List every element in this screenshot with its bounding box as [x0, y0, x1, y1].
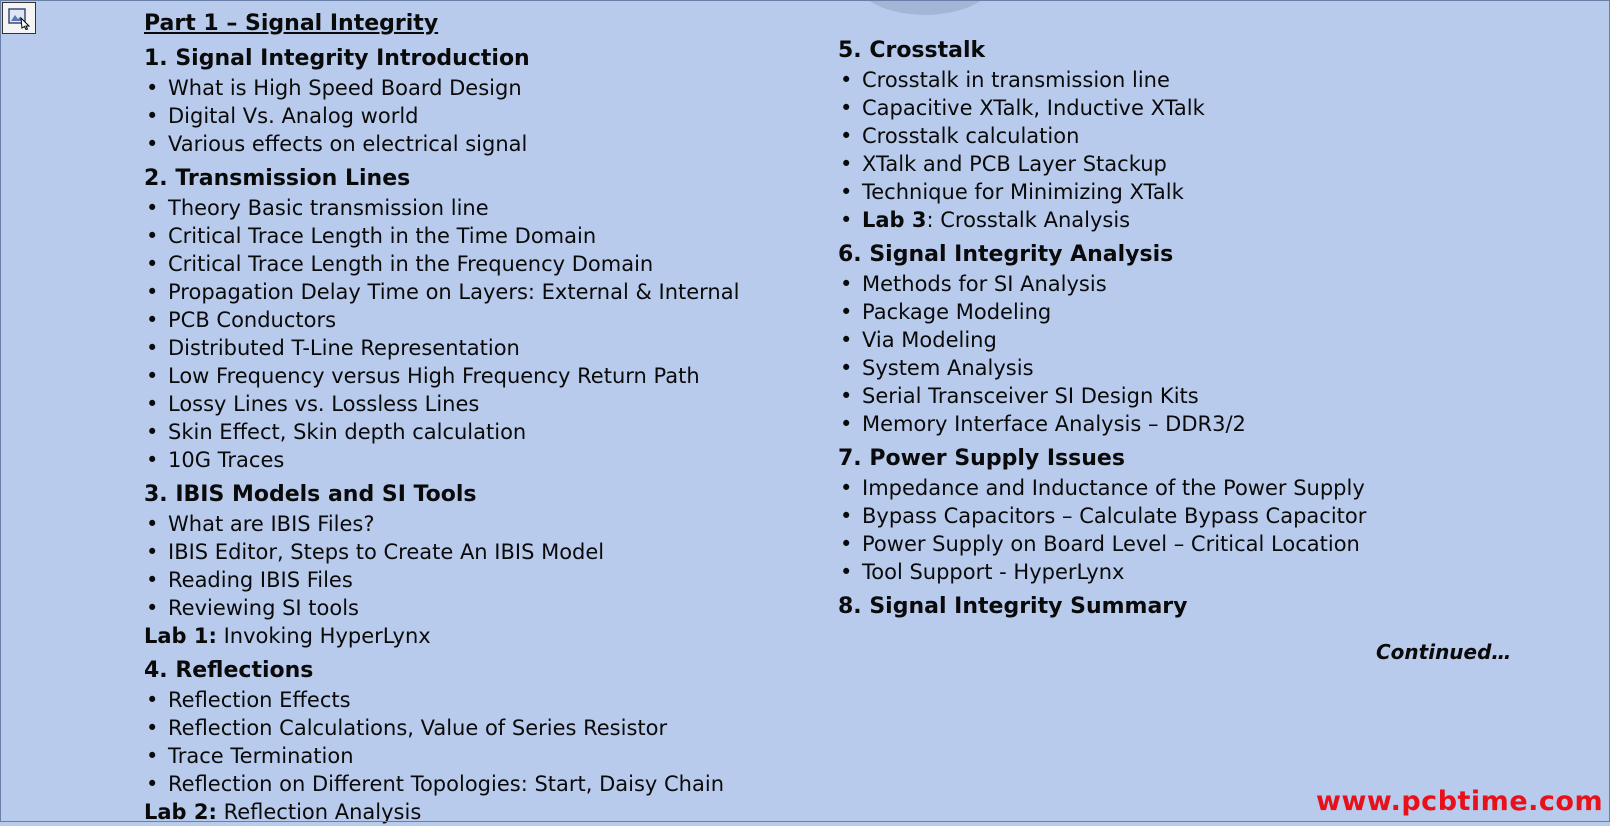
bullet-item: • Reflection Effects [144, 686, 784, 714]
bullet-item: • What are IBIS Files? [144, 510, 784, 538]
bullet-item: • Critical Trace Length in the Frequency Domain [144, 250, 784, 278]
section-heading: 5. Crosstalk [838, 38, 986, 63]
bullet-item: • 10G Traces [144, 446, 784, 474]
lab-line [144, 622, 784, 650]
bullet-item: • Skin Effect, Skin depth calculation [144, 418, 784, 446]
section-heading: 6. Signal Integrity Analysis [838, 242, 1174, 267]
bullet-item: • Reviewing SI tools [144, 594, 784, 622]
bullet-item: • IBIS Editor, Steps to Create An IBIS Model [144, 538, 784, 566]
bullet-item: • Technique for Minimizing XTalk [838, 178, 1538, 206]
bullet-item: • Capacitive XTalk, Inductive XTalk [838, 94, 1538, 122]
part-title: Part 1 – Signal Integrity [144, 11, 439, 36]
lab-text: : Crosstalk Analysis [926, 208, 1131, 232]
bullet-item: • Package Modeling [838, 298, 1538, 326]
bullet-item: • Theory Basic transmission line [144, 194, 784, 222]
bullet-item: • Reflection Calculations, Value of Series Resistor [144, 714, 784, 742]
section [838, 444, 1538, 586]
lab-text: Invoking HyperLynx [216, 624, 431, 648]
bullet-item: • Digital Vs. Analog world [144, 102, 784, 130]
bullet-item: • PCB Conductors [144, 306, 784, 334]
bullet-item: • Lossy Lines vs. Lossless Lines [144, 390, 784, 418]
section [144, 480, 784, 650]
bullet-item: • Propagation Delay Time on Layers: External & Internal [144, 278, 784, 306]
bullet-item: • Critical Trace Length in the Time Domain [144, 222, 784, 250]
bullet-item: • Tool Support - HyperLynx [838, 558, 1538, 586]
bullet-item: • Impedance and Inductance of the Power Supply [838, 474, 1538, 502]
section [838, 240, 1538, 438]
bullet-item: • Power Supply on Board Level – Critical Location [838, 530, 1538, 558]
lab-label: Lab 2: [144, 800, 217, 824]
bullet-item: • Reading IBIS Files [144, 566, 784, 594]
section-heading: 2. Transmission Lines [144, 166, 411, 191]
section-heading: 1. Signal Integrity Introduction [144, 46, 530, 71]
bullet-list [838, 474, 1538, 586]
section-heading: 4. Reflections [144, 658, 314, 683]
bullet-item: • Low Frequency versus High Frequency Return Path [144, 362, 784, 390]
website-url[interactable]: www.pcbtime.com [1316, 786, 1604, 817]
section-heading: 7. Power Supply Issues [838, 446, 1125, 471]
picture-tool-icon[interactable] [2, 2, 36, 34]
lab-label: Lab 1: [144, 624, 217, 648]
bullet-item: • XTalk and PCB Layer Stackup [838, 150, 1538, 178]
bullet-item: • Memory Interface Analysis – DDR3/2 [838, 410, 1538, 438]
bullet-item: • Crosstalk calculation [838, 122, 1538, 150]
bullet-item: • Distributed T-Line Representation [144, 334, 784, 362]
bullet-list [838, 270, 1538, 438]
section [838, 36, 1538, 234]
section-heading: 3. IBIS Models and SI Tools [144, 482, 477, 507]
right-column [838, 30, 1538, 622]
bullet-list [144, 194, 784, 474]
lab-text: Reflection Analysis [216, 800, 422, 824]
bullet-item: • Trace Termination [144, 742, 784, 770]
bullet-item: • What is High Speed Board Design [144, 74, 784, 102]
bullet-item: • Methods for SI Analysis [838, 270, 1538, 298]
bullet-item: • Reflection on Different Topologies: Start, Daisy Chain [144, 770, 784, 798]
continued-label: Continued… [1376, 640, 1512, 664]
section [144, 44, 784, 158]
decorative-arc [850, 0, 1000, 15]
section [144, 656, 784, 826]
left-column [144, 10, 784, 826]
lab-label: Lab 3 [862, 208, 927, 232]
right-sections [838, 36, 1538, 622]
bullet-list [144, 686, 784, 798]
bullet-item: • Bypass Capacitors – Calculate Bypass Capacitor [838, 502, 1538, 530]
left-sections [144, 44, 784, 826]
lab-bullet-item [838, 206, 1538, 234]
bullet-list [144, 510, 784, 622]
section-heading: 8. Signal Integrity Summary [838, 594, 1188, 619]
bullet-item: • Via Modeling [838, 326, 1538, 354]
bullet-item: • System Analysis [838, 354, 1538, 382]
bullet-item: • Various effects on electrical signal [144, 130, 784, 158]
bullet-item: • Crosstalk in transmission line [838, 66, 1538, 94]
section [838, 592, 1538, 622]
bullet-list [838, 66, 1538, 234]
bullet-list [144, 74, 784, 158]
section [144, 164, 784, 474]
bullet-item: • Serial Transceiver SI Design Kits [838, 382, 1538, 410]
